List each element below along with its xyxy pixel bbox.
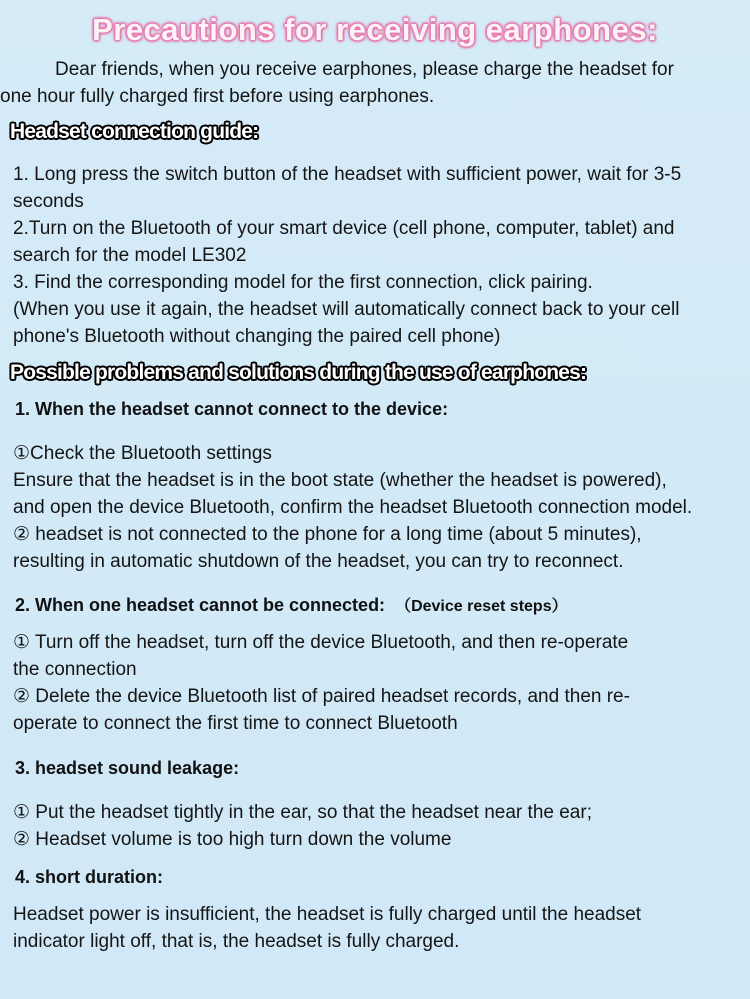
guide-line: search for the model LE302 (13, 245, 247, 266)
problem-line: Ensure that the headset is in the boot state (whether the headset is powered), (13, 470, 667, 491)
problem-1-title (15, 399, 448, 420)
problem-line: resulting in automatic shutdown of the headset, you can try to reconnect. (13, 551, 624, 572)
intro-paragraph (0, 56, 750, 110)
connection-guide-heading: Headset connection guide: (10, 120, 259, 143)
problem-title-text: 3. headset sound leakage: (15, 758, 240, 778)
problem-line: the connection (13, 659, 137, 680)
problem-line: and open the device Bluetooth, confirm the headset Bluetooth connection model. (13, 497, 693, 518)
problem-line: ② Headset volume is too high turn down the volume (13, 829, 452, 850)
problem-3-title (15, 758, 239, 779)
page-title: Precautions for receiving earphones: (92, 12, 658, 47)
guide-line: phone's Bluetooth without changing the paired cell phone) (13, 326, 501, 347)
guide-line: 3. Find the corresponding model for the first connection, click pairing. (13, 272, 593, 293)
problem-line: indicator light off, that is, the headset is fully charged. (13, 931, 460, 952)
guide-line: 1. Long press the switch button of the headset with sufficient power, wait for 3-5 (13, 164, 682, 185)
problem-1-body (13, 440, 750, 575)
guide-line: (When you use it again, the headset will automatically connect back to your cell (13, 299, 680, 320)
problem-title-text: 4. short duration: (15, 867, 163, 887)
problem-title-text: 1. When the headset cannot connect to the device: (15, 399, 449, 419)
connection-guide-steps (13, 161, 750, 350)
guide-line: 2.Turn on the Bluetooth of your smart device (cell phone, computer, tablet) and (13, 218, 675, 239)
problem-line: ① Put the headset tightly in the ear, so that the headset near the ear; (13, 802, 592, 823)
problem-title-text: 2. When one headset cannot be connected: (15, 595, 386, 615)
problem-line: ② Delete the device Bluetooth list of paired headset records, and then re- (13, 686, 630, 707)
problem-line: ① Turn off the headset, turn off the device Bluetooth, and then re-operate (13, 632, 629, 653)
problem-title-note: （Device reset steps） (395, 598, 568, 615)
problem-line: Headset power is insufficient, the headset is fully charged until the headset (13, 904, 642, 925)
guide-line: seconds (13, 191, 84, 212)
intro-line: one hour fully charged first before using earphones. (0, 86, 435, 107)
problem-4-title (15, 867, 163, 888)
problem-4-body (13, 901, 750, 955)
intro-line: Dear friends, when you receive earphones, please charge the headset for (55, 59, 674, 80)
problem-line: ② headset is not connected to the phone for a long time (about 5 minutes), (13, 524, 642, 545)
problem-3-body (13, 799, 750, 853)
problem-line: operate to connect the first time to connect Bluetooth (13, 713, 458, 734)
problem-line: ①Check the Bluetooth settings (13, 443, 272, 464)
problem-2-body (13, 629, 750, 737)
problem-2-title (15, 593, 568, 616)
problems-heading: Possible problems and solutions during the use of earphones: (10, 361, 587, 384)
